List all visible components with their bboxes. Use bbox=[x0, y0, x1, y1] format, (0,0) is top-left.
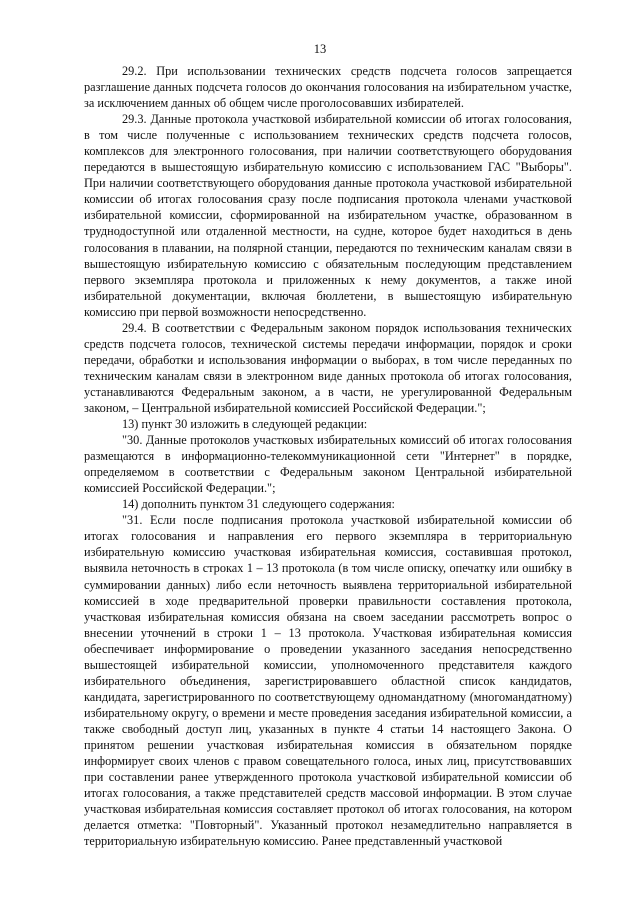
paragraph-29-4: 29.4. В соответствии с Федеральным законом порядок использования технических средств подсчета голосов, технической системы передачи информации, порядок и сроки передачи, обработки и использования информации о выборах, в том числе переданных по техническим каналам связи в электронном виде данных протокола об итогах голосования, устанавливаются Федеральным законом, а в части, не урегулированной Федеральным законом, – Центральной избирательной комиссией Российской Федерации."; bbox=[84, 320, 572, 415]
paragraph-30: "30. Данные протоколов участковых избирательных комиссий об итогах голосования размещаются в информационно-телекоммуникационной сети "Интернет" в порядке, определяемом в соответствии с Федеральным законом Центральной избирательной комиссией Российской Федерации."; bbox=[84, 433, 572, 496]
item-14: 14) дополнить пунктом 31 следующего содержания: bbox=[122, 497, 395, 512]
paragraph-31: "31. Если после подписания протокола участковой избирательной комиссии об итогах голосования и направления его первого экземпляра в территориальную избирательную комиссию участковая избирательная комиссия, составившая протокол, выявила неточность в строках 1 – 13 протокола (в том числе описку, опечатку или ошибку в суммировании данных) либо если неточность выявлена территориальной избирательной комиссией в ходе предварительной проверки правильности составления протокола, участковая избирательная комиссия обязана на своем заседании рассмотреть вопрос о внесении уточнений в строки 1 – 13 протокола. Участковая избирательная комиссия обеспечивает информирование о проведении указанного заседания непосредственно вышестоящей избирательной комиссии, уполномоченного представителя каждого избирательного объединения, зарегистрировавшего областной список кандидатов, кандидата, зарегистрированного по соответствующему одномандатному (многомандатному) избирательному округу, о времени и месте проведения заседания избирательной комиссии, а также свободный доступ лиц, указанных в пункте 4 статьи 14 настоящего Закона. О принятом решении участковая избирательная комиссия в обязательном порядке информирует своих членов с правом совещательного голоса, иных лиц, присутствовавших при составлении ранее утвержденного протокола участковой избирательной комиссии об итогах голосования, а также представителей средств массовой информации. В этом случае участковая избирательная комиссия составляет протокол об итогах голосования, на котором делается отметка: "Повторный". Указанный протокол незамедлительно направляется в территориальную избирательную комиссию. Ранее представленный участковой bbox=[84, 513, 572, 849]
document-body bbox=[84, 63, 572, 849]
paragraph-29-2: 29.2. При использовании технических средств подсчета голосов запрещается разглашение данных подсчета голосов до окончания голосования на избирательном участке, за исключением данных об общем числе проголосовавших избирателей. bbox=[84, 64, 572, 111]
item-13: 13) пункт 30 изложить в следующей редакции: bbox=[122, 417, 368, 432]
page-number: 13 bbox=[313, 42, 327, 56]
paragraph-29-3: 29.3. Данные протокола участковой избирательной комиссии об итогах голосования, в том числе полученные с использованием технических средств подсчета голосов, комплексов для электронного голосования, при наличии соответствующего оборудования передаются в вышестоящую избирательную комиссию с использованием ГАС "Выборы". При наличии соответствующего оборудования данные протокола участковой избирательной комиссии об итогах голосования сразу после подписания протокола членами участковой избирательной комиссии, сформированной на избирательном участке, образованном в труднодоступной или отдаленной местности, на судне, которое будет находиться в день голосования в плавании, на полярной станции, передаются по техническим каналам связи в вышестоящую избирательную комиссию с обязательным последующим представлением первого экземпляра протокола и приложенных к нему документов, а также иной избирательной документации, включая бюллетени, в вышестоящую избирательную комиссию при первой возможности непосредственно. bbox=[84, 112, 572, 319]
